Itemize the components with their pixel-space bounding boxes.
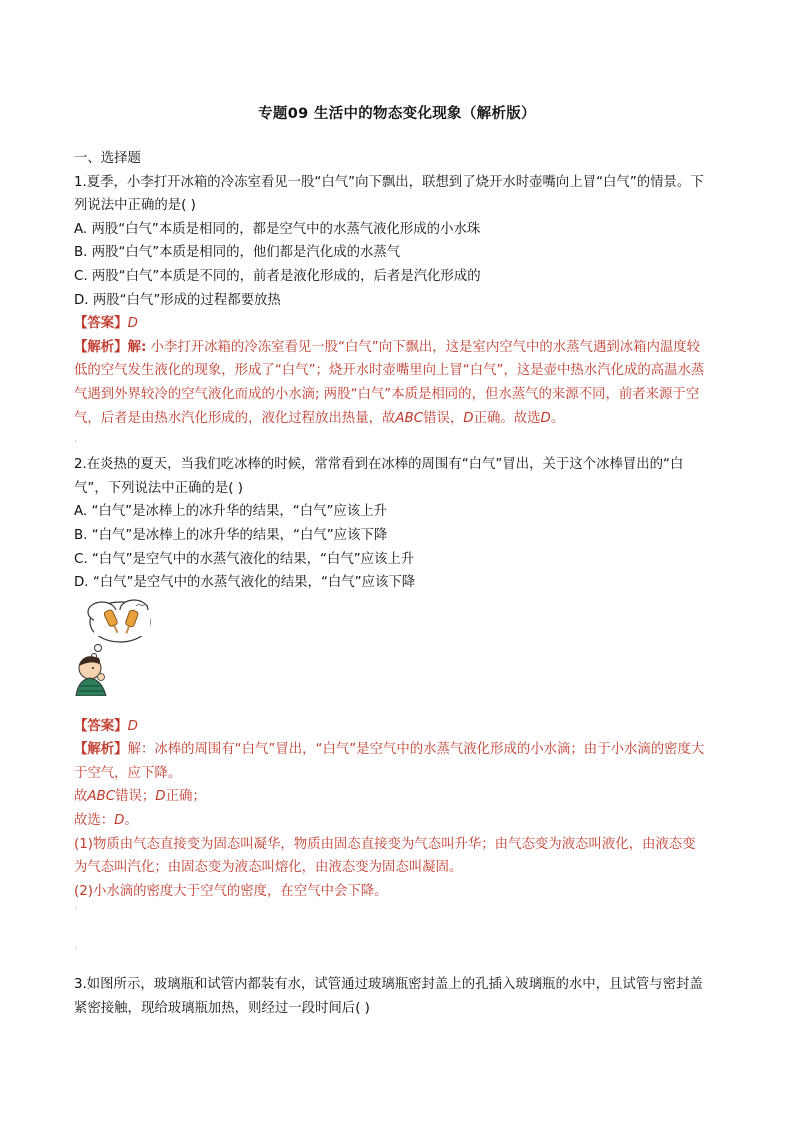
q2-note-line3: (2)小水滴的密度大于空气的密度，在空气中会下降。 — [74, 883, 388, 899]
analysis-text: 故选： — [74, 813, 115, 829]
q2-stem-line2: 气”，下列说法中正确的是( ) — [74, 480, 243, 496]
q2-analysis-line4 — [74, 809, 722, 833]
analysis-text: 气，后者是由热水汽化形成的，液化过程放出热量，故 — [74, 410, 396, 426]
answer-value: D — [127, 718, 138, 734]
q2-note-line1: (1)物质由气态直接变为固态叫凝华，物质由固态直接变为气态叫升华；由气态变为液态叫液化，由液态变 — [74, 836, 696, 852]
question-1 — [74, 171, 722, 431]
analysis-text: 错误； — [115, 789, 156, 805]
analysis-text: D — [463, 410, 474, 426]
analysis-label: 【解析】 — [74, 742, 128, 758]
q1-stem-line2: 列说法中正确的是( ) — [74, 198, 196, 214]
content-body — [74, 147, 722, 1021]
analysis-text: 。 — [124, 813, 138, 829]
q2-answer — [74, 715, 722, 739]
q1-option-c: C. 两股“白气”本质是不同的，前者是液化形成的，后者是汽化形成的 — [74, 268, 481, 284]
q2-note-line2: 为气态叫汽化；由固态变为液态叫熔化，由液态变为固态叫凝固。 — [74, 860, 463, 876]
answer-label: 【答案】 — [74, 316, 128, 332]
section-heading: 一、选择题 — [74, 151, 141, 166]
analysis-text: 正确。故选 — [473, 410, 541, 426]
analysis-text: ABC — [87, 789, 116, 805]
answer-label: 【答案】 — [74, 718, 128, 734]
answer-value: D — [127, 316, 138, 332]
analysis-label: 【解析】 — [74, 339, 128, 355]
q1-option-d: D. 两股“白气”形成的过程都要放热 — [74, 292, 281, 308]
analysis-text: 正确； — [165, 789, 206, 805]
q1-analysis-line1 — [74, 336, 722, 360]
q1-option-b: B. 两股“白气”本质是相同的，他们都是汽化成的水蒸气 — [74, 245, 401, 261]
analysis-text: 错误， — [423, 410, 464, 426]
analysis-text: 。 — [550, 410, 565, 426]
question-3 — [74, 973, 722, 1020]
q2-analysis-line2: 于空气，应下降。 — [74, 765, 182, 781]
boy-popsicle-illustration — [72, 596, 182, 696]
analysis-text: 故 — [74, 789, 88, 805]
analysis-lead: 解: — [127, 339, 147, 355]
q1-analysis-line4 — [74, 407, 722, 431]
q2-option-a: A. “白气”是冰棒上的冰升华的结果，“白气”应该上升 — [74, 504, 387, 520]
page-title: 专题09 生活中的物态变化现象（解析版） — [258, 106, 536, 122]
q1-stem-line1: 1.夏季，小李打开冰箱的冷冻室看见一股“白气”向下飘出，联想到了烧开水时壶嘴向上冒“白气”的情景。下 — [74, 174, 704, 190]
analysis-text: D — [114, 813, 125, 829]
q1-analysis-line2: 低的空气发生液化的现象，形成了“白气”；烧开水时壶嘴里向上冒“白气”，这是壶中热水汽化成的高温水蒸 — [74, 363, 705, 379]
q2-option-c: C. “白气”是空气中的水蒸气液化的结果，“白气”应该上升 — [74, 551, 415, 567]
analysis-text: D — [540, 410, 551, 426]
q3-stem-line2: 紧密接触，现给玻璃瓶加热，则经过一段时间后( ) — [74, 1001, 370, 1017]
q2-stem-line1: 2.在炎热的夏天，当我们吃冰棒的时候，常常看到在冰棒的周围有“白气”冒出，关于这个冰棒冒出的“白 — [74, 457, 684, 473]
analysis-text: ABC — [395, 410, 424, 426]
q1-option-a: A. 两股“白气”本质是相同的，都是空气中的水蒸气液化形成的小水珠 — [74, 221, 481, 237]
stray-mark: · — [74, 904, 77, 914]
q2-analysis-line3 — [74, 785, 722, 809]
stray-mark: · — [74, 944, 77, 954]
q1-answer — [74, 312, 722, 336]
q2-analysis-line1 — [74, 738, 722, 762]
stray-mark: · — [74, 437, 77, 447]
q1-analysis-line3: 气遇到外界较冷的空气液化而成的小水滴; 两股“白气”本质是相同的，但水蒸气的来源不同，前者来源于空 — [74, 386, 700, 402]
q2-option-b: B. “白气”是冰棒上的冰升华的结果，“白气”应该下降 — [74, 527, 388, 543]
analysis-text: 解：冰棒的周围有“白气”冒出，“白气”是空气中的水蒸气液化形成的小水滴；由于小水滴的密度大 — [127, 742, 705, 758]
q3-stem-line1: 3.如图所示，玻璃瓶和试管内都装有水，试管通过玻璃瓶密封盖上的孔插入玻璃瓶的水中，且试管与密封盖 — [74, 977, 703, 993]
q2-option-d: D. “白气”是空气中的水蒸气液化的结果，“白气”应该下降 — [74, 575, 416, 591]
analysis-text: D — [155, 789, 166, 805]
analysis-text: 小李打开冰箱的冷冻室看见一股“白气”向下飘出，这是室内空气中的水蒸气遇到冰箱内温度较 — [146, 339, 701, 355]
